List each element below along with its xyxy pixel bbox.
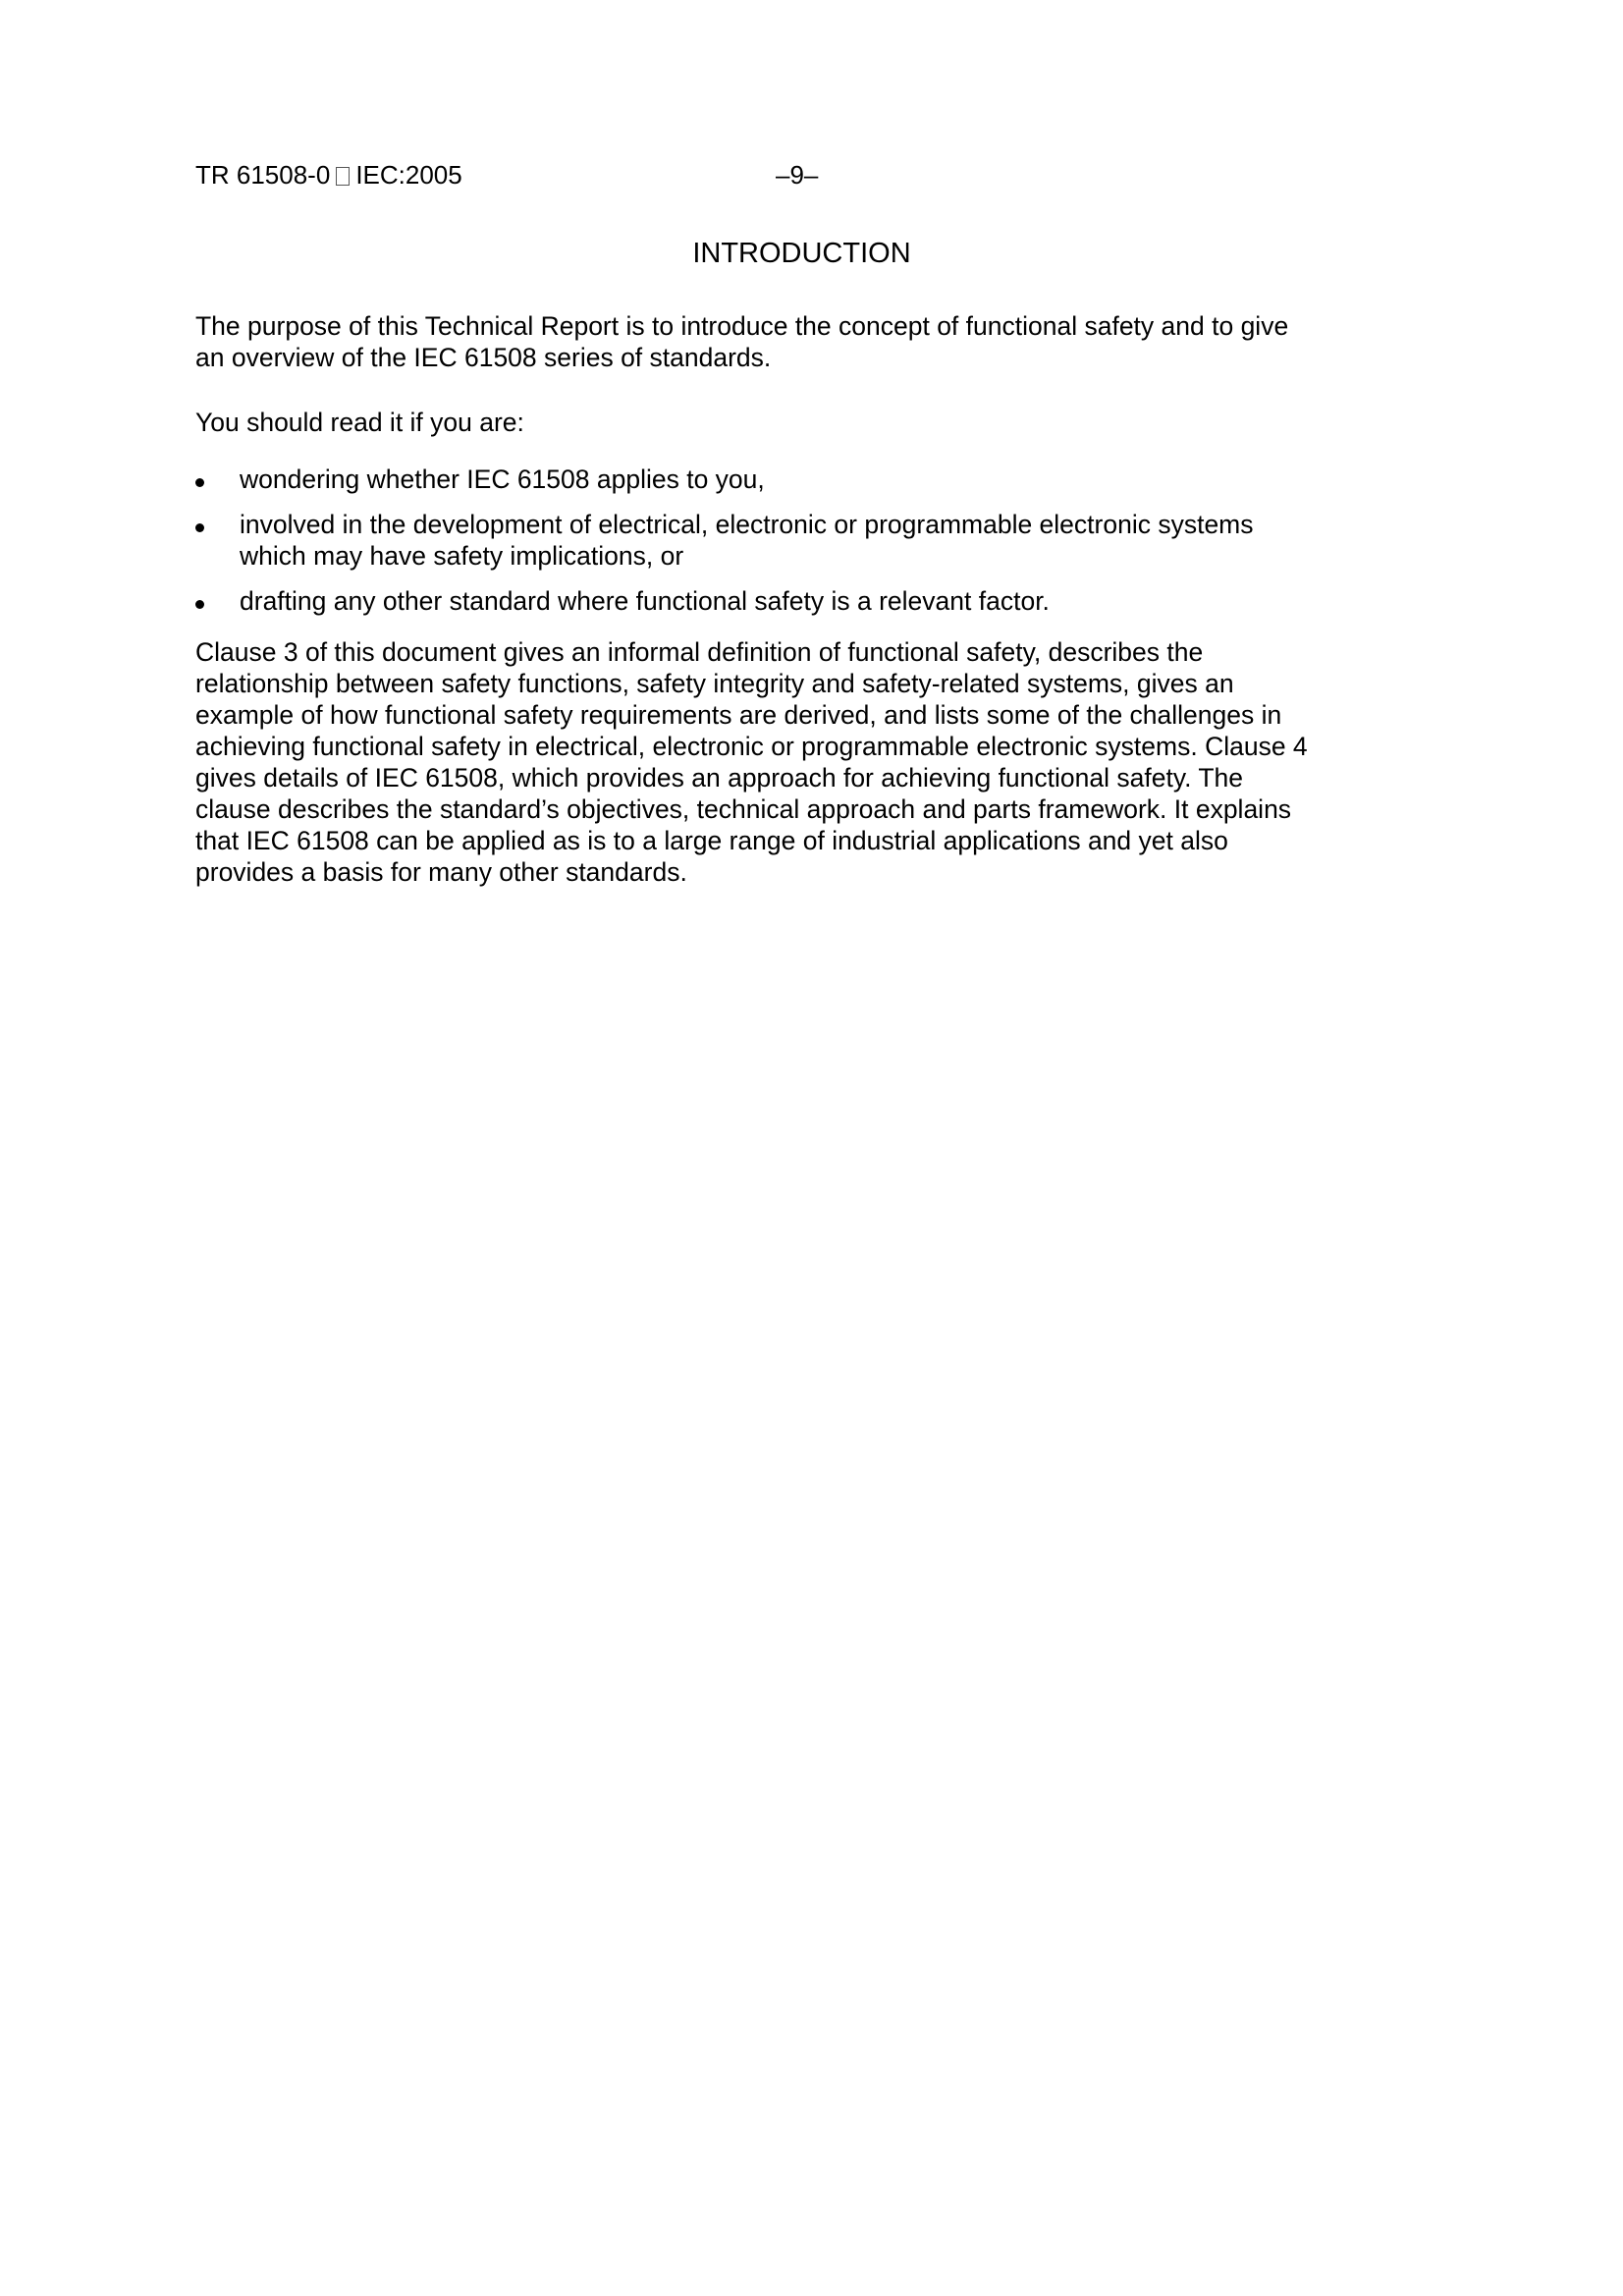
missing-glyph-icon <box>336 167 350 186</box>
document-id <box>195 157 462 192</box>
list-item-text: involved in the development of electrical, electronic or programmable electronic systems which may have safety implications, or <box>240 510 1254 571</box>
bullet-icon <box>195 600 204 609</box>
paragraph-read-intro: You should read it if you are: <box>195 408 524 437</box>
body-content <box>195 310 1325 888</box>
paragraph-purpose: The purpose of this Technical Report is to introduce the concept of functional safety and to give an overview of the IEC 61508 series of standards. <box>195 311 1289 372</box>
document-id-left: TR 61508-0 <box>195 160 331 190</box>
page-number: –9– <box>776 160 819 190</box>
audience-list <box>195 464 1325 617</box>
page-title: INTRODUCTION <box>692 238 911 269</box>
list-item <box>195 585 1325 617</box>
list-item <box>195 464 1325 495</box>
list-item-text: drafting any other standard where functional safety is a relevant factor. <box>240 586 1050 616</box>
list-item <box>195 509 1325 572</box>
bullet-icon <box>195 478 204 487</box>
bullet-icon <box>195 523 204 532</box>
paragraph-clause-overview: Clause 3 of this document gives an informal definition of functional safety, describes the relationship between safety functions, safety integrity and safety-related systems, gives an example of how functional safety requirements are derived, and lists some of the challenges in achieving functional safety in electrical, electronic or programmable electronic systems. Clause 4 gives details of IEC 61508, which provides an approach for achieving functional safety. The clause describes the standard’s objectives, technical approach and parts framework. It explains that IEC 61508 can be applied as is to a large range of industrial applications and yet also provides a basis for many other standards. <box>195 637 1308 887</box>
document-id-right: IEC:2005 <box>355 160 462 190</box>
list-item-text: wondering whether IEC 61508 applies to you, <box>240 465 765 494</box>
